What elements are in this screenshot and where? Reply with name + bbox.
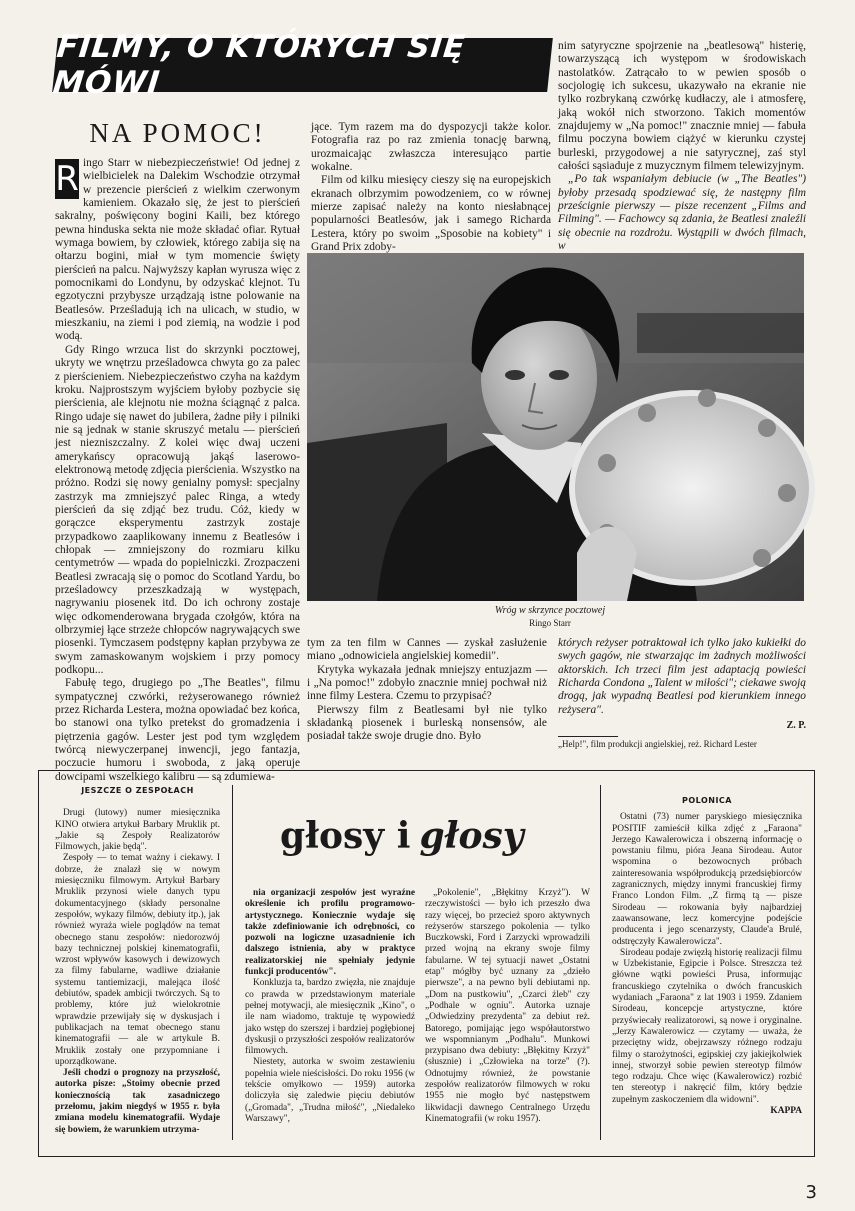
box-right-signature: KAPPA <box>770 1106 802 1117</box>
article-title: NA POMOC! <box>89 118 266 148</box>
drop-cap: R <box>55 159 79 199</box>
box-divider-right <box>600 785 601 1140</box>
film-footnote: „Help!", film produkcji angielskiej, reż. Richard Lester <box>558 739 757 750</box>
box-divider-left <box>232 785 233 1140</box>
box-left-heading: JESZCZE O ZESPOŁACH <box>81 786 194 795</box>
ringo-starr-photo <box>307 253 804 601</box>
article-signature: Z. P. <box>786 720 806 732</box>
article-column-5: których reżyser potraktował ich tylko jako kukiełki do swych gagów, nie stwarzając im żadnych możliwości aktorskich. Ich trzeci film jest adaptacją powieści Richarda Condona „Talent w miłości"; ciekawe swoją drogą, jak wypadną Beatlesi pod kierunkiem innego reżysera". Z. P. „Help!", film produkcji angielskiej, reż. Richard Lester <box>558 637 806 750</box>
photo-caption: Wróg w skrzynce pocztowej Ringo Starr <box>494 605 606 628</box>
footnote-rule <box>558 736 618 737</box>
article-column-4: tym za ten film w Cannes — zyskał zasłużenie miano „odnowiciela angielskiej komedii". Krytyka wykazała jednak mniejszy entuzjazm — i „Na pomoc!" zdobyło znacznie mniej pochwał niż inne filmy Lestera. Czemu to przypisać? Pierwszy film z Beatlesami był nie tylko składanką piosenek i burleską nonsensów, ale posiadał także swoje drugie dno. Było <box>307 637 547 743</box>
article-column-1: R ingo Starr w niebezpieczeństwie! Od jednej z wielbicielek na Dalekim Wschodzie otrzymał w prezencie pierścień z wielkim czerwonym kamieniem. Okazało się, że jest to pierścień sakralny, poświęcony bogini Kaili, bez którego pewna hinduska sekta nie może składać ofiar. Rytuał wymaga bowiem, by człowiek, którego zabija się na ołtarzu bogini, miał w tym momencie święty pierścień na palcu. Najwyższy kapłan wyrusza więc z pomocnikami do Londynu, by odzyskać klejnot. Tu egzotyczni przybysze urządzają istne polowanie na Beatlesów. Prześladują ich na ulicach, w studio, w mieszkaniu, na ziemi i pod ziemią, na wodzie i pod wodą. Gdy Ringo wrzuca list do skrzynki pocztowej, ukryty we wnętrzu prześladowca chwyta go za palec z pierścieniem. Niebezpieczeństwo czyha na każdym kroku. Najprostszym wyjściem byłoby pozbycie się pierścienia, ale klejnotu nie można ściągnąć z palca. Ringo udaje się nawet do jubilera, żadne piły i pilniki nie są jednak w stanie skruszyć metalu — pierścień jest niezniszczalny. Z kolei więc dwaj uczeni amerykańscy opracowują jakąś laserowo-elektronową metodę zdjęcia pierścienia. Wszystko na próżno. Rodzi się nowy genialny pomysł: specjalny zastrzyk ma zmniejszyć palec Ringa, a wtedy pierścień da się zdjąć bez trudu. Cóż, kiedy w gorączce eksperymentu zastrzyk zostaje przypadkowo zaaplikowany innemu z Beatlesów i chłopak — zmniejszony do rozmiaru kilku centymetrów — wpada do popielniczki. Zrozpaczeni Beatlesi zwracają się o pomoc do Scotland Yardu, bo prześladowcy przeszkadzają w występach, nagrywaniu piosenek itd. Do ich ochrony zostaje więc odkomenderowana brygada czołgów, która na olbrzymiej łące strzeże chłopców nagrywających swe piosenki. Tymczasem podstępny kapłan przybywa ze swym zamaskowanym wojskiem i przy pomocy podkopu... Fabułę tego, drugiego po „The Beatles", filmu sympatycznej czwórki, reżyserowanego również przez Richarda Lestera, można opowiadać bez końca, bo stanowi ona tylko pretekst do gromadzenia i piętrzenia gagów. Lester jest pod tym względem twórcą niewyczerpanej inwencji, jego fantazja, poczucie humoru i swoboda, z jaką operuje dowcipami wszelkiego kalibru — są zdumiewa- <box>55 157 300 783</box>
article-column-2: jące. Tym razem ma do dyspozycji także kolor. Fotografia raz po raz zmienia tonację barwną, urozmaicając zwłaszcza interesująco partie wokalne. Film od kilku miesięcy cieszy się na europejskich ekranach olbrzymim powodzeniem, co w równej mierze zapisać należy na konto niesłabnącej popularności Beatlesów, jak i samego Richarda Lestera, który po swoim „Sposobie na kobiety" i Grand Prix zdoby- <box>311 121 551 254</box>
article-column-3: nim satyryczne spojrzenie na „beatlesową" histerię, towarzyszącą ich występom w środowiskach nastolatków. Zatrącało to w pewien sposób o socjologię ich sukcesu, ukazywało na ekranie nie tylko rozbrykaną czwórkę kudłaczy, ale i atmosferę, jaką wokół nich stworzono. Takich momentów znajdujemy w „Na pomoc!" znacznie mniej — fabuła filmu poczyna bowiem ciążyć w kierunku czystej burleski, przygodowej a nie satyrycznej, zaś styl całości sąsiaduje z muzycznym filmem telewizyjnym. „Po tak wspaniałym debiucie (w „The Beatles") byłoby przesadą spodziewać się, że następny film prześcignie pierwszy — pisze recenzent „Films and Filming". — Fachowcy są zdania, że Beatlesi znaleźli się obecnie na rozdrożu. Wystąpili w dwóch filmach, w <box>558 40 806 253</box>
box-left-column: JESZCZE O ZESPOŁACH Drugi (lutowy) numer miesięcznika KINO otwiera artykuł Barbary Mruklik pt. „Jakie są Zespoły Realizatorów Filmowych, jakie będą". Zespoły — to temat ważny i ciekawy. I dobrze, że znalazł się w nowym miesięczniku filmowym. Artykuł Barbary Mruklik przynosi wiele danych typu dokumentacyjnego (składy personalne zespołów, wykazy filmów, debiuty itp.), jak również wyraża wiele poglądów na temat obecnego stanu zespołów: niedorozwój bazy technicznej polskiej kinematografii, wzrost wpływów kasowych i dewizowych za filmy fabularne, wadliwe działanie systemu tantiemizacji, malejąca ilość debiutów, spadek ambicji twórczych. Są to problemy, które już wielokrotnie wprawdzie przewijały się w dyskusjach i publikacjach na temat obecnego stanu kinematografii — ale w artykule B. Mruklik zostały one przypomniane i uporządkowane. Jeśli chodzi o prognozy na przyszłość, autorka pisze: „Stoimy obecnie przed koniecznością tak zasadniczego przełomu, jakim niegdyś w 1955 r. była zmiana modelu kinematografii. Wydaje się bowiem, że warunkiem utrzyma- <box>55 786 220 1135</box>
page-number: 3 <box>805 1182 817 1203</box>
glosy-title: głosy i głosy <box>280 815 524 857</box>
box-right-column: POLONICA Ostatni (73) numer paryskiego miesięcznika POSITIF zamieścił kilka zdjęć z „Faraona" Jerzego Kawalerowicza i obszerną informację o powstaniu filmu, pióra Jeana Sirodeau. Autor wspomina o bezowocnych próbach zainteresowania współprodukcją przedsiębiorców zagranicznych, między innymi francuskiej firmy Franco London Film. „Z firmą tą — pisze Sirodeau — rokowania były najbardziej zaawansowane, lecz komercyjne podejście producenta i jego scenarzysty, Claude'a Brulé, odstręczyły Kawalerowicza". Sirodeau podaje zwięzłą historię realizacji filmu w Uzbekistanie, Egipcie i Polsce. Streszcza też główne wątki powieści Prusa, informując francuskiego czytelnika o dwóch francuskich wydaniach „Faraona" z lat 1903 i 1959. Zdaniem Sirodeau, koncepcje artystyczne, które przyświecały realizatorowi, są nowe i oryginalne. „Jerzy Kawalerowicz — czytamy — uważa, że przeciętny widz, obejrzawszy różnego rodzaju filmy o starożytności, egipskiej czy jakiejkolwiek innej, stworzył sobie pewien stereotyp filmów tego rodzaju. Chce więc (Kawalerowicz) rozbić ten stereotyp i nakręcić film, który będzie zupełnym zaskoczeniem dla widowni". KAPPA <box>612 796 802 1117</box>
section-banner: FILMY, O KTÓRYCH SIĘ MÓWI <box>52 38 553 92</box>
box-right-heading: POLONICA <box>681 796 732 805</box>
photo-illustration <box>307 253 804 601</box>
box-middle-column-2: „Pokolenie", „Błękitny Krzyż"). W rzeczywistości — było ich przeszło dwa razy więcej, bo przecież sporo aktywnych reżyserów starszego pokolenia — tylko Buczkowski, Ford i Zarzycki wprowadzili przed wojną na ekrany swoje filmy fabularne. W tej sytuacji nawet „Ostatni etap" mógłby być uznany za „dzieło pierwsze", a na pewno byli debiutami np. „Dom na pustkowiu", „Czarci żleb" czy „Podhale w ogniu". Autorka uznaje „Odwiedziny prezydenta" za debiut reż. Batorego, pomijając jego współautorstwo we wspomnianym „Podhalu". Munkowi przypisano dwa debiuty: „Błękitny Krzyż" (słusznie) i „Człowieka na torze" (?). Odnotujmy również, że powstanie zespołów realizatorów filmowych w roku 1955 nie mogło być następstwem likwidacji dawnego Centralnego Urzędu Kinematografii (w roku 1957). <box>425 888 590 1124</box>
box-middle-column-1: nia organizacji zespołów jest wyraźne określenie ich profilu programowo-artystycznego. Koniecznie wydaje się także zdefiniowanie ich odrębności, co pozwoli na logiczne uzasadnienie ich dalszego istnienia, aby w praktyce realizatorskiej nie spełniały jedynie funkcji producentów". Konkluzja ta, bardzo zwięzła, nie znajduje co prawda w przedstawionym materiale pełnej motywacji, ale miesięcznik „Kino", o ile nam wiadomo, traktuje tę wypowiedź jako wstęp do szerszej i bardziej pogłębionej dyskusji o przyszłości zespołów realizatorów filmowych. Niestety, autorka w swoim zestawieniu popełnia wiele nieścisłości. Do roku 1956 (w tekście omyłkowo — 1959) autorka doliczyła się zaledwie pięciu debiutów („Gromada", „Trudna miłość", „Niedaleko Warszawy", <box>245 888 415 1124</box>
